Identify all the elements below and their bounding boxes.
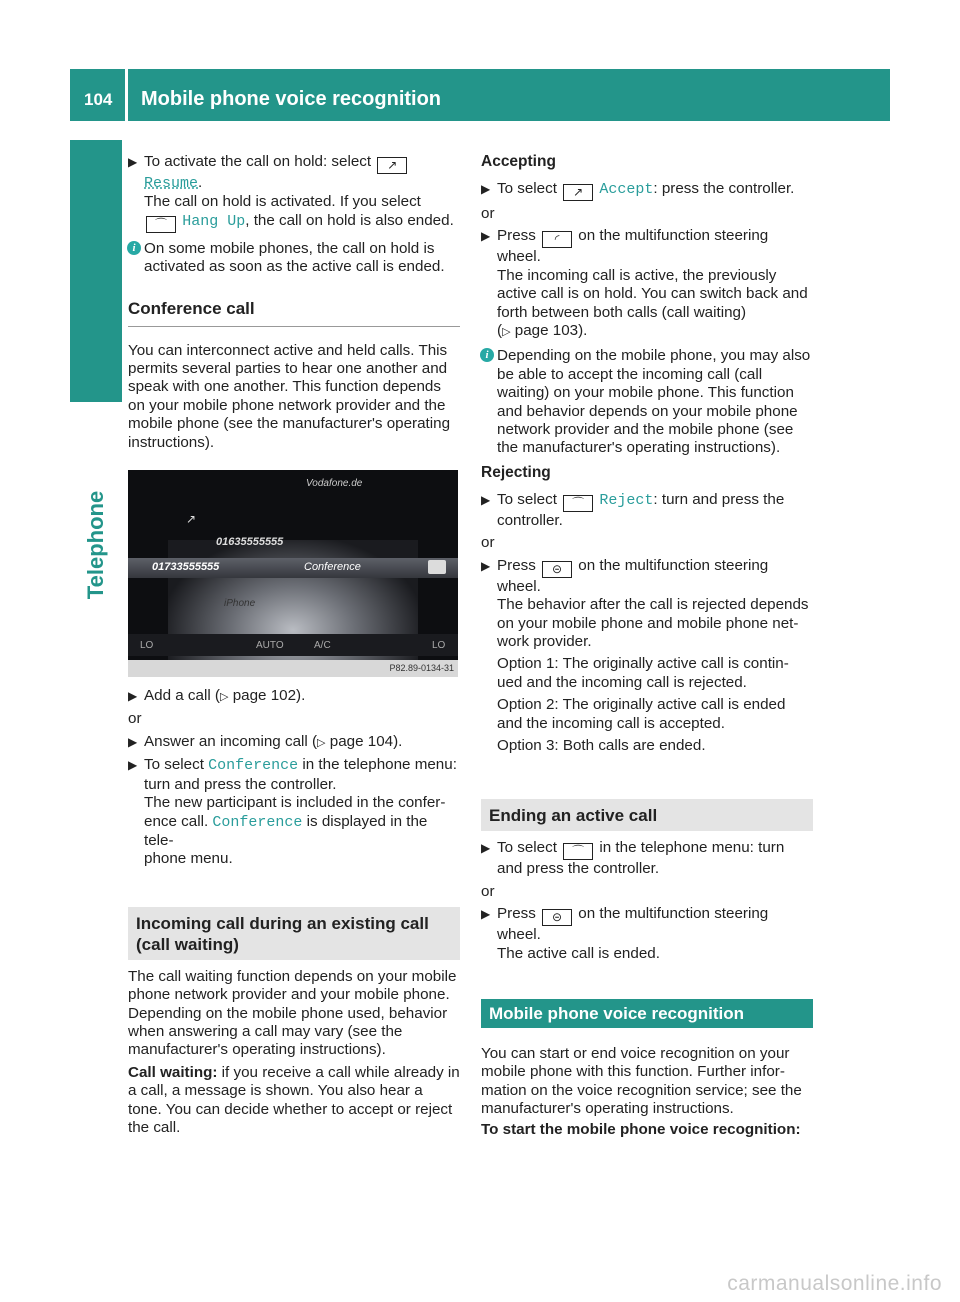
conference-heading-rule (128, 326, 460, 327)
side-tab-label: Telephone (83, 490, 108, 600)
screen-status-text: Vodafone.de (306, 478, 363, 490)
or-text: or (481, 205, 495, 222)
phone-pickup-icon: ◜ (542, 231, 572, 248)
step-resume: ▶ To activate the call on hold: select ↗ Resume. The call on hold is activated. If you select ⌒ Hang Up, the call on hold is also ended. (128, 153, 454, 231)
page-ref-arrow-icon: ▷ (219, 691, 229, 704)
step-arrow-icon: ▶ (481, 182, 491, 196)
step-arrow-icon: ▶ (128, 758, 138, 773)
conference-menu-item: Conference (208, 757, 299, 775)
step-end-press: ▶ Press ⊝ on the multifunction steering wheel. The active call is ended. (481, 905, 769, 962)
call-waiting-text: Call waiting: if you receive a call while already in a call, a message is shown. You also hear a tone. You can decide whether to accept or reject the call. (128, 1063, 460, 1136)
option-3: Option 3: Both calls are ended. (497, 736, 706, 754)
hang-up-icon: ⌒ (563, 843, 593, 860)
conference-menu-item-2: Conference (212, 813, 303, 831)
step-accept-select: ▶ To select ↗ Accept: press the controller. (481, 180, 795, 199)
screen-number-2: 01733555555 (152, 561, 220, 574)
step-end-select: ▶ To select ⌒ in the telephone menu: turn and press the controller. (481, 839, 785, 878)
step-reject-select: ▶ To select ⌒ Reject: turn and press the controller. (481, 490, 785, 529)
left-column (128, 153, 460, 1137)
info-icon: i (127, 241, 141, 255)
screen-conference-label: Conference (304, 561, 361, 574)
step-arrow-icon: ▶ (481, 492, 491, 507)
info-icon: i (480, 348, 494, 362)
resume-menu-item: Resume (144, 175, 199, 192)
screen-phone-icon: ↗ (186, 512, 197, 527)
accept-call-icon: ↗ (563, 184, 593, 201)
step-arrow-icon: ▶ (128, 689, 138, 704)
call-waiting-label: Call waiting: (128, 1063, 218, 1081)
accept-call-icon: ↗ (377, 157, 407, 174)
phone-hangup-button-icon: ⊝ (542, 909, 572, 926)
info-note-2: i Depending on the mobile phone, you may also be able to accept the incoming call (call waiting) on your mobile phone. This function and behavior depends on your mobile phone network provider and the mobile phone (see the manufacturer's operating instructions). (481, 347, 813, 457)
telephone-screen-image (128, 470, 458, 677)
conference-text: You can interconnect active and held calls. This permits several parties to hear one another and speak with one another. This function depends on your mobile phone network provider and the mobile phone (see the manufacturer's operating instructions). (128, 341, 451, 451)
voice-bold: To start the mobile phone voice recognition: (481, 1120, 801, 1138)
option-1: Option 1: The originally active call is contin- ued and the incoming call is rejected. (497, 655, 789, 691)
info-note-1: i On some mobile phones, the call on hold is activated as soon as the active call is ended. (128, 240, 460, 277)
page-ref-arrow-icon: ▷ (317, 736, 326, 749)
step-arrow-icon: ▶ (128, 734, 138, 749)
screen-ref-code: P82.89-0134-31 (389, 663, 454, 674)
right-column (481, 153, 813, 1139)
hang-up-menu-item: Hang Up (182, 212, 246, 230)
hang-up-icon: ⌒ (146, 216, 176, 233)
or-text: or (128, 710, 142, 728)
accepting-heading: Accepting (481, 153, 556, 170)
screen-hangup-icon (428, 560, 446, 574)
step-accept-press: ▶ Press ◜ on the multifunction steering wheel. The incoming call is active, the previously active call is on hold. You can switch back and forth between both calls (call waiting) (▷ page 103). (481, 227, 808, 340)
side-tab (70, 140, 122, 402)
screen-number-1: 01635555555 (216, 536, 284, 549)
step-arrow-icon: ▶ (481, 841, 491, 856)
waiting-text: The call waiting function depends on your mobile phone network provider and your mobile phone. Depending on the mobile phone used, behavior when answering a call may vary (see the manufacturer's operating instructions). (128, 967, 457, 1059)
step-reject-press: ▶ Press ⊝ on the multifunction steering wheel. The behavior after the call is rejected depends on your mobile phone and mobile phone net- work provider. (481, 556, 809, 650)
or-text: or (481, 882, 495, 900)
or-text: or (481, 534, 495, 552)
step-arrow-icon: ▶ (481, 907, 491, 922)
step-arrow-icon: ▶ (128, 155, 138, 169)
page-number: 104 (84, 90, 113, 109)
footer-watermark: carmanualsonline.info (727, 1272, 942, 1295)
reject-menu-item: Reject (599, 491, 654, 509)
waiting-heading: Incoming call during an existing call (call waiting) (128, 907, 460, 960)
page-title: Mobile phone voice recognition (141, 88, 442, 110)
phone-hangup-button-icon: ⊝ (542, 561, 572, 578)
step-answer-call: ▶ Answer an incoming call (▷ page 104). (128, 732, 403, 750)
voice-text: You can start or end voice recognition on your mobile phone with this function. Further infor- mation on the voice recognition service; see the manufacturer's operating instructions. (481, 1044, 802, 1118)
step-arrow-icon: ▶ (481, 558, 491, 573)
header-divider (125, 69, 128, 121)
voice-heading: Mobile phone voice recognition (481, 999, 813, 1028)
ending-heading: Ending an active call (481, 799, 813, 831)
screen-device-label: iPhone (224, 598, 256, 610)
conference-heading: Conference call (128, 298, 255, 318)
rejecting-heading: Rejecting (481, 463, 551, 481)
hang-up-icon: ⌒ (563, 495, 593, 512)
step-select-conference: ▶ To select Conference in the telephone menu: turn and press the controller. The new participant is included in the confer- ence call. Conference is displayed in the tele- phone menu. (128, 756, 457, 868)
accept-menu-item: Accept (599, 181, 654, 198)
screen-bottom-bar: LO AUTO A/C LO (128, 634, 458, 656)
step-add-call: ▶ Add a call (▷ page 102). (128, 687, 306, 705)
page-ref-arrow-icon: ▷ (502, 326, 511, 339)
option-2: Option 2: The originally active call is ended and the incoming call is accepted. (497, 696, 786, 732)
step-arrow-icon: ▶ (481, 229, 491, 244)
